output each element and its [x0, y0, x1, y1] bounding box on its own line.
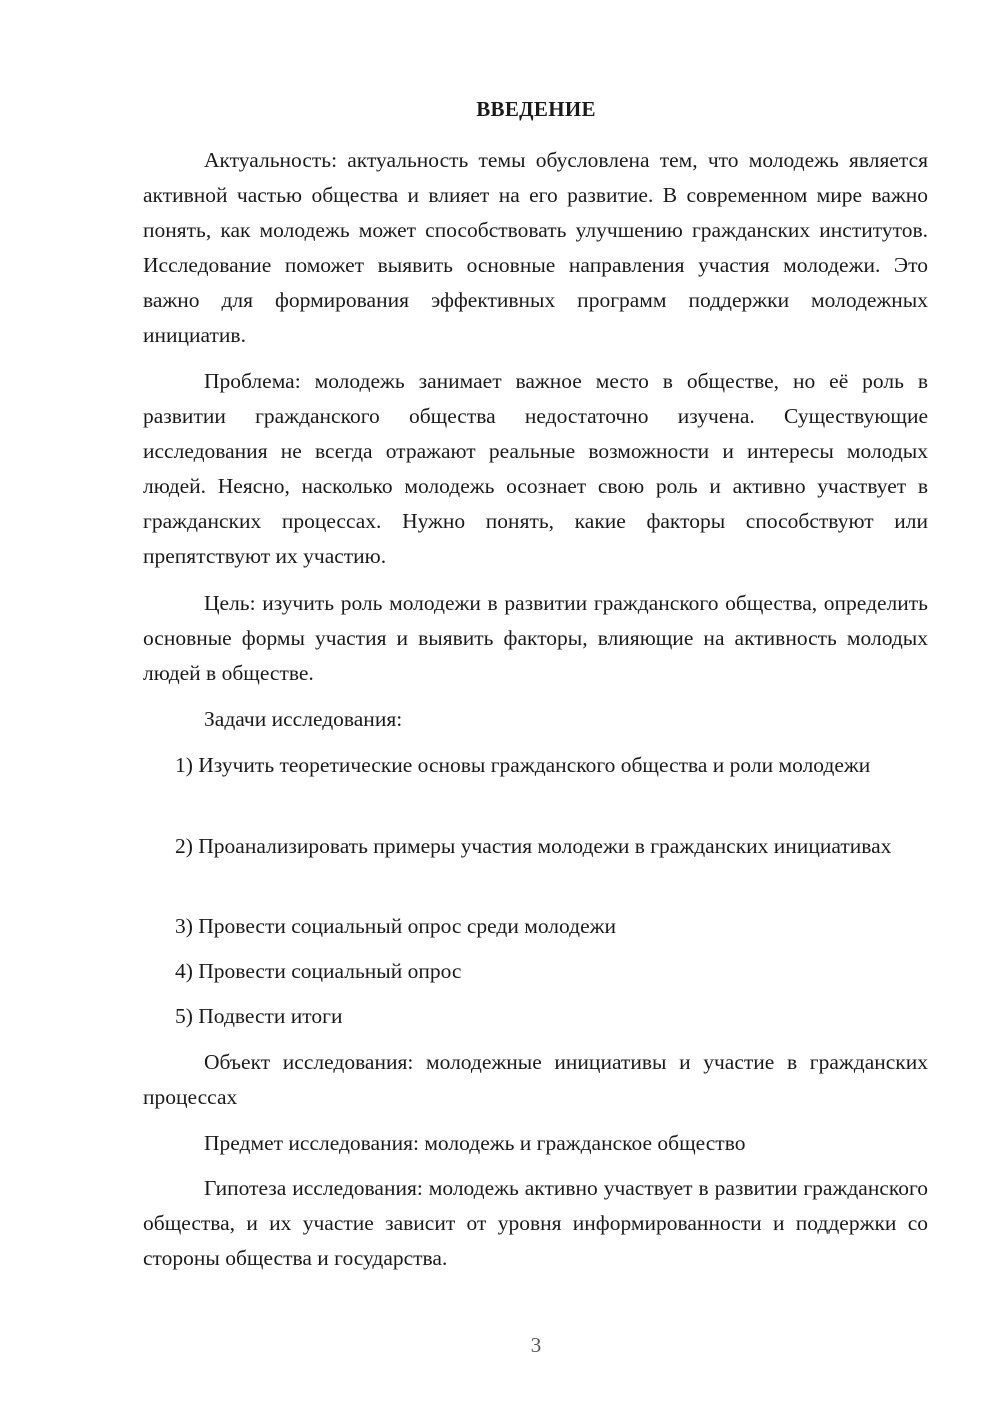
- paragraph-subject: Предмет исследования: молодежь и гражданское общество: [204, 1131, 746, 1155]
- tasks-heading: Задачи исследования:: [204, 707, 403, 731]
- page-number: 3: [530, 1333, 542, 1357]
- task-item-3: 3) Провести социальный опрос среди молодежи: [175, 914, 616, 938]
- paragraph-object: Объект исследования: молодежные инициативы и участие в гражданских процессах: [143, 1050, 928, 1109]
- task-item-1: 1) Изучить теоретические основы гражданского общества и роли молодежи: [175, 753, 871, 777]
- paragraph-relevance: Актуальность: актуальность темы обусловлена тем, что молодежь является активной частью общества и влияет на его развитие. В современном мире важно понять, как молодежь может способствовать улучшению гражданских институтов. Исследование поможет выявить основные направления участия молодежи. Это важно для формирования эффективных программ поддержки молодежных инициатив.: [143, 148, 928, 347]
- task-item-5: 5) Подвести итоги: [175, 1004, 343, 1028]
- paragraph-hypothesis: Гипотеза исследования: молодежь активно участвует в развитии гражданского общества, и их участие зависит от уровня информированности и поддержки со стороны общества и государства.: [143, 1176, 928, 1270]
- task-item-2: 2) Проанализировать примеры участия молодежи в гражданских инициативах: [175, 834, 892, 858]
- page-title: ВВЕДЕНИЕ: [476, 97, 596, 121]
- paragraph-goal: Цель: изучить роль молодежи в развитии гражданского общества, определить основные формы участия и выявить факторы, влияющие на активность молодых людей в обществе.: [143, 591, 928, 685]
- task-item-4: 4) Провести социальный опрос: [175, 959, 462, 983]
- paragraph-problem: Проблема: молодежь занимает важное место в обществе, но её роль в развитии гражданского общества недостаточно изучена. Существующие исследования не всегда отражают реальные возможности и интересы молодых людей. Неясно, насколько молодежь осознает свою роль и активно участвует в гражданских процессах. Нужно понять, какие факторы способствуют или препятствуют их участию.: [143, 369, 928, 568]
